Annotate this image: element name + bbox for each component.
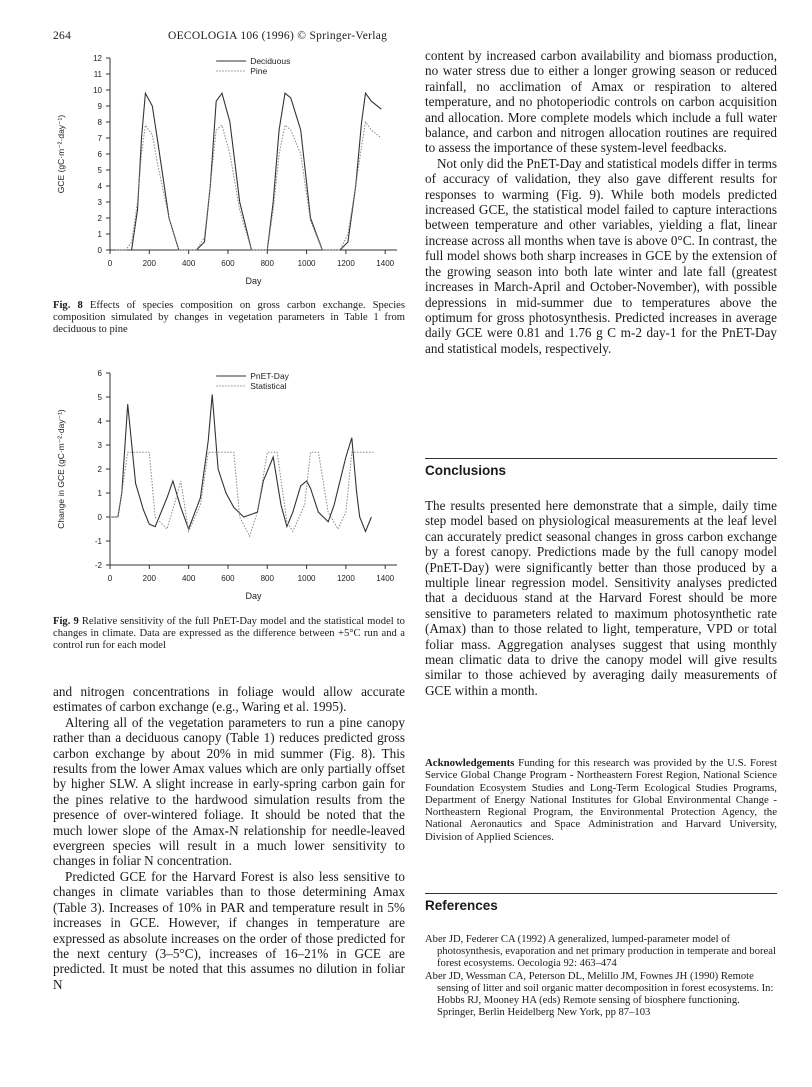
fig8-ytick-label: 0 (97, 246, 102, 255)
fig8-ytick-label: 7 (97, 134, 102, 143)
fig9-ytick-label: 2 (97, 465, 102, 474)
fig8-caption-label: Fig. 8 (53, 300, 83, 311)
fig8-xtick-label: 800 (260, 259, 274, 268)
fig8-legend-label: Pine (250, 66, 268, 76)
fig9-ytick-label: -1 (94, 537, 102, 546)
conclusions-rule (425, 458, 777, 459)
fig9-ytick-label: 4 (97, 417, 102, 426)
fig8-xtick-label: 0 (107, 259, 113, 268)
running-title: OECOLOGIA 106 (1996) © Springer-Verlag (168, 30, 388, 42)
fig8-chart (52, 50, 402, 292)
fig8-ytick-label: 4 (97, 182, 102, 191)
left-paragraph-3: Predicted GCE for the Harvard Forest is also less sensitive to changes in climate variables than to those determining Amax (Table 3). Increases of 10% in PAR and temperature result in 5% increases in GCE. However, if changes in temperature are expressed as absolute increases on the order of those predicted for the next century (3–5°C), increases of 16–21% in GCE are predicted. It must be noted that this assumes no dilution in foliar N (53, 868, 405, 992)
fig8-ytick-label: 11 (93, 70, 102, 79)
fig8-ytick-label: 10 (93, 86, 102, 95)
fig9-ytick-label: -2 (94, 561, 102, 570)
fig8-xtick-label: 200 (142, 259, 156, 268)
acknowledgements-label: Acknowledgements (425, 757, 515, 769)
fig9-ytick-label: 5 (97, 393, 102, 402)
fig9-y-axis-label: Change in GCE (gC·m⁻²·day⁻¹) (56, 409, 66, 529)
fig9-xtick-label: 1200 (336, 574, 355, 583)
fig9-series-pnet-day (111, 395, 371, 532)
fig9-caption-text: Relative sensitivity of the full PnET-Day model and the statistical model to changes in climate. Data are expressed as the difference between +5°C run and a control run for each model (53, 616, 405, 651)
right-paragraph-2: Not only did the PnET-Day and statistical models differ in terms of accuracy of validation, they also gave different results for responses to warming (Fig. 9). While both models predicted increased GCE, the statistical model failed to capture interactions between temperature and other variables, yielding a flat, linear increase across all months when tave is above 0°C. In contrast, the full model shows both sharp increases in GCE by the extension of the growing season into both late winter and late fall (greatest increases in March-April and October-November), with possible depressions in mid-summer due to temperatures above the optimum for gross photosynthesis. Predicted increases in average daily GCE were 0.81 and 1.76 g C m-2 day-1 for the PnET-Day and statistical models, respectively. (425, 155, 777, 356)
fig9-x-axis-label: Day (245, 591, 262, 601)
right-paragraph-1: content by increased carbon availability and biomass production, no water stress due to either a longer growing season or reduced rainfall, no acclimation of Amax or respiration to altered temperature, and no photoperiodic controls on carbon acquisition and allocation. More complete models which include a full water balance, and carbon and nitrogen allocation routines are required to assess the importance of these system-level feedbacks. (425, 48, 777, 156)
references-heading: References (425, 898, 498, 913)
fig8-ytick-label: 9 (97, 102, 102, 111)
page-number: 264 (53, 30, 72, 42)
conclusions-text (425, 498, 777, 698)
fig9-ytick-label: 3 (97, 441, 102, 450)
fig9-xtick-label: 200 (142, 574, 156, 583)
fig8-legend-label: Deciduous (250, 56, 291, 66)
fig9-series-statistical (111, 452, 373, 536)
fig9-caption-label: Fig. 9 (53, 616, 79, 627)
fig9-xtick-label: 600 (221, 574, 235, 583)
fig9-ytick-label: 0 (97, 513, 102, 522)
fig8-xtick-label: 1000 (297, 259, 316, 268)
reference-item: Aber JD, Federer CA (1992) A generalized, lumped-parameter model of photosynthesis, evaporation and net primary production in temperate and boreal forest ecosystems. Oecologia 92: 463–474 (425, 934, 776, 970)
acknowledgements (425, 757, 777, 843)
fig8-x-axis-label: Day (245, 276, 262, 286)
conclusions-heading: Conclusions (425, 463, 507, 478)
acknowledgements-text: Funding for this research was provided by the U.S. Forest Service Global Change Program - Northeastern Forest Region, National Science Foundation Ecosystem Studies and Long-Term Ecological Studies Programs, Department of Energy National Institutes for Global Environmental Change - Northeastern Regional Program, the Environmental Protection Agency, the National Aeronautics and Space Administration and Harvard University, Division of Applied Sciences. (425, 757, 777, 843)
left-body (53, 684, 405, 992)
fig9-chart (52, 365, 402, 605)
left-paragraph-1: and nitrogen concentrations in foliage would allow accurate estimates of carbon exchange (e.g., Waring et al. 1995). (53, 684, 405, 715)
fig8-xtick-label: 1200 (336, 259, 355, 268)
fig9-ytick-label: 6 (97, 369, 102, 378)
fig8-xtick-label: 400 (181, 259, 196, 268)
fig8-xtick-label: 600 (221, 259, 235, 268)
fig8-y-axis-label: GCE (gC·m⁻²·day⁻¹) (56, 114, 66, 194)
fig8-ytick-label: 3 (97, 198, 102, 207)
fig9-legend-label: Statistical (250, 381, 287, 391)
fig8-ytick-label: 1 (97, 230, 102, 239)
fig9-xtick-label: 1400 (376, 574, 395, 583)
fig8-series-deciduous (116, 93, 381, 250)
fig9-xtick-label: 400 (181, 574, 196, 583)
references-list (425, 934, 777, 1019)
fig8-ytick-label: 5 (97, 166, 102, 175)
fig8-series-pine (116, 122, 381, 250)
fig8-ytick-label: 12 (93, 54, 102, 63)
fig8-ytick-label: 8 (97, 118, 102, 127)
fig8-ytick-label: 6 (97, 150, 102, 159)
references-rule (425, 893, 777, 894)
fig9-ytick-label: 1 (97, 489, 102, 498)
fig8-caption (53, 300, 405, 336)
left-paragraph-2: Altering all of the vegetation parameters to run a pine canopy rather than a deciduous canopy (Table 1) reduces predicted gross carbon exchange by about 20% in mid summer (Fig. 8). This results from the lower Amax values which are only partially offset by higher SLW. A slight increase in early-spring carbon gain for the pines relative to the hardwood simulation results from the presence of over-wintered foliage. It should be noted that the much lower slope of the Amax-N relationship for needle-leaved evergreen species will result in a much lower sensitivity to changes in foliar N concentration. (53, 714, 405, 869)
fig9-xtick-label: 1000 (297, 574, 316, 583)
right-body (425, 48, 777, 356)
fig9-legend-label: PnET-Day (250, 371, 289, 381)
fig9-xtick-label: 800 (260, 574, 274, 583)
fig8-caption-text: Effects of species composition on gross carbon exchange. Species composition simulated by changes in vegetation parameters in Table 1 from deciduous to pine (53, 300, 405, 335)
reference-item: Aber JD, Wessman CA, Peterson DL, Melillo JM, Fownes JH (1990) Remote sensing of litter and soil organic matter decomposition in forest ecosystems. In: Hobbs RJ, Mooney HA (eds) Remote sensing of biosphere functioning. Springer, Berlin Heidelberg New York, pp 87–103 (425, 970, 774, 1019)
fig9-xtick-label: 0 (107, 574, 113, 583)
conclusions-paragraph: The results presented here demonstrate that a simple, daily time step model based on physiological measurements at the leaf level can accurately predict seasonal changes in gross carbon exchange by a forest canopy. Predictions made by the full canopy model (PnET-Day) were significantly better than those produced by a multiple linear regression model. Sensitivity analyses predicted that a deciduous stand at the Harvard Forest should be more sensitive to parameters related to maximum photosynthetic rate (Amax) than to those related to light, temperature, VPD or total foliar mass. Aggregation analyses suggest that using monthly mean climatic data to drive the canopy model will give results similar to those achieved by averaging daily measurements of GCE within a month. (425, 498, 777, 698)
fig8-ytick-label: 2 (97, 214, 102, 223)
fig9-caption (53, 616, 405, 652)
fig8-xtick-label: 1400 (376, 259, 395, 268)
